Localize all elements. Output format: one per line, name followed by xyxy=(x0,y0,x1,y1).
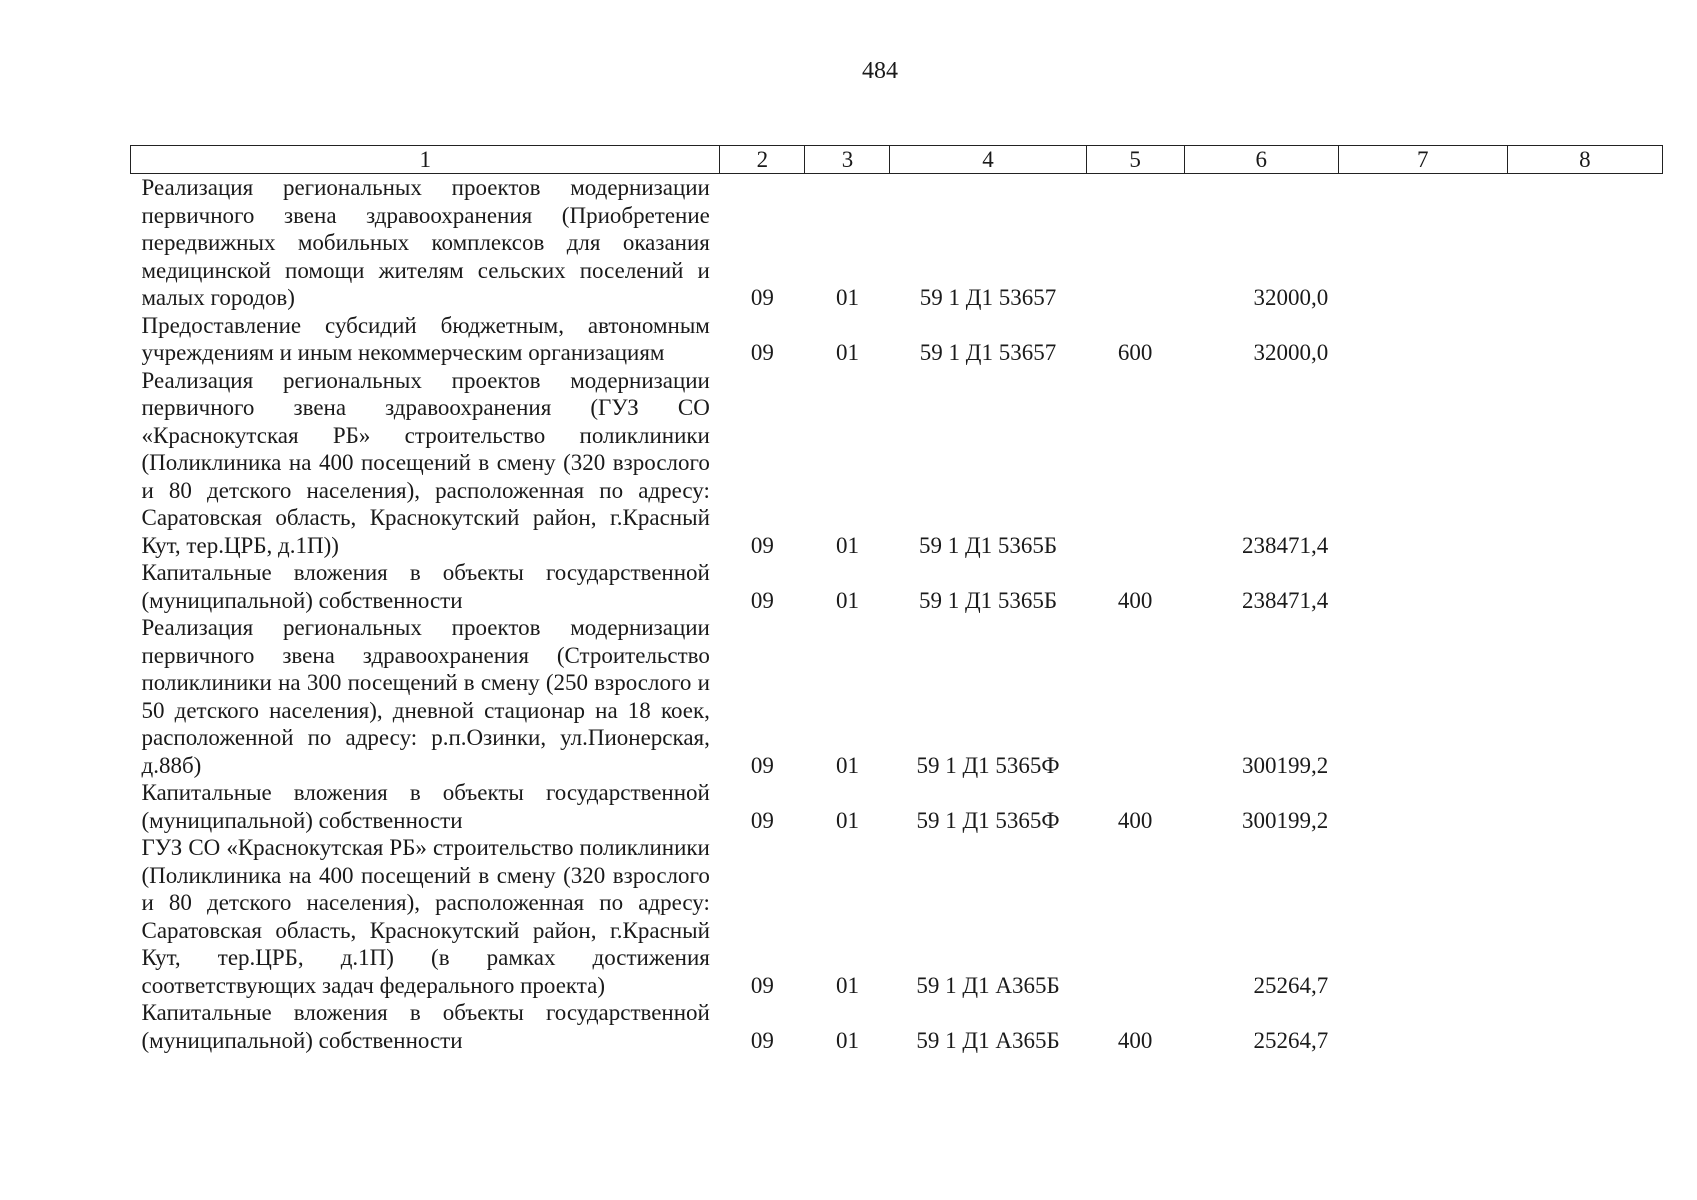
table-row xyxy=(131,779,1663,834)
subsection-code: 01 xyxy=(835,532,859,558)
table-row xyxy=(131,559,1663,614)
row-name: Реализация региональных проектов модернизации первичного звена здравоохранения (Приобретение передвижных мобильных комплексов для оказания медицинской помощи жителям сельских поселений и малых городов) xyxy=(141,175,710,310)
amount-col8 xyxy=(1507,779,1662,834)
expense-type-code: 400 xyxy=(1117,1027,1153,1053)
section-code: 09 xyxy=(750,285,774,310)
row-name: Капитальные вложения в объекты государственной (муниципальной) собственности xyxy=(141,1000,710,1053)
target-article-code: 59 1 Д1 53657 xyxy=(919,285,1057,310)
amount-col7 xyxy=(1338,312,1507,367)
amount: 25264,7 xyxy=(1253,1027,1329,1053)
page-number: 484 xyxy=(862,58,898,84)
table-row xyxy=(131,367,1663,560)
header-cell-1: 1 xyxy=(131,146,720,174)
amount-col7 xyxy=(1338,614,1507,779)
target-article-code: 59 1 Д1 А365Б xyxy=(916,972,1060,998)
target-article-code: 59 1 Д1 5365Ф xyxy=(916,752,1060,778)
section-code: 09 xyxy=(750,1027,774,1053)
table-row xyxy=(131,834,1663,999)
table-row xyxy=(131,614,1663,779)
table-body xyxy=(131,174,1663,1055)
subsection-code: 01 xyxy=(835,340,859,365)
subsection-code: 01 xyxy=(835,285,859,310)
budget-table xyxy=(130,145,1663,1054)
expense-type-code xyxy=(1086,174,1184,312)
target-article-code: 59 1 Д1 5365Б xyxy=(918,587,1058,613)
amount-col8 xyxy=(1507,174,1662,312)
amount: 32000,0 xyxy=(1253,340,1329,365)
expense-type-code xyxy=(1086,834,1184,999)
amount-col8 xyxy=(1507,999,1662,1054)
amount-col7 xyxy=(1338,559,1507,614)
section-code: 09 xyxy=(750,972,774,998)
row-name: ГУЗ СО «Краснокутская РБ» строительство поликлиники (Поликлиника на 400 посещений в смену (320 взрослого и 80 детского населения), расположенная по адресу: Саратовская область, Краснокутский район, г.Красный Кут, тер.ЦРБ, д.1П) (в рамках достижения соответствующих задач федерального проекта) xyxy=(141,835,710,998)
section-code: 09 xyxy=(750,807,774,833)
table-row xyxy=(131,999,1663,1054)
header-cell-3: 3 xyxy=(805,146,890,174)
header-cell-4: 4 xyxy=(890,146,1086,174)
amount-col7 xyxy=(1338,174,1507,312)
header-row xyxy=(131,146,1663,174)
expense-type-code xyxy=(1086,614,1184,779)
target-article-code: 59 1 Д1 А365Б xyxy=(916,1027,1060,1053)
subsection-code: 01 xyxy=(835,752,859,778)
subsection-code: 01 xyxy=(835,587,859,613)
target-article-code: 59 1 Д1 5365Ф xyxy=(916,807,1060,833)
section-code: 09 xyxy=(750,532,774,558)
amount: 25264,7 xyxy=(1253,972,1329,998)
table-row xyxy=(131,312,1663,367)
section-code: 09 xyxy=(750,587,774,613)
amount: 32000,0 xyxy=(1253,285,1329,310)
amount-col8 xyxy=(1507,614,1662,779)
table-row xyxy=(131,174,1663,312)
expense-type-code: 600 xyxy=(1117,340,1153,365)
target-article-code: 59 1 Д1 5365Б xyxy=(918,532,1058,558)
row-name: Реализация региональных проектов модернизации первичного звена здравоохранения (Строительство поликлиники на 300 посещений в смену (250 взрослого и 50 детского населения), дневной стационар на 18 коек, расположенной по адресу: р.п.Озинки, ул.Пионерская, д.88б) xyxy=(141,615,710,778)
subsection-code: 01 xyxy=(835,807,859,833)
row-name: Предоставление субсидий бюджетным, автономным учреждениям и иным некоммерческим организациям xyxy=(141,312,710,365)
target-article-code: 59 1 Д1 53657 xyxy=(919,340,1057,365)
amount: 238471,4 xyxy=(1242,587,1329,613)
section-code: 09 xyxy=(750,752,774,778)
amount-col8 xyxy=(1507,834,1662,999)
amount: 300199,2 xyxy=(1242,807,1329,833)
expense-type-code: 400 xyxy=(1117,807,1153,833)
section-code: 09 xyxy=(750,340,774,365)
amount-col7 xyxy=(1338,779,1507,834)
header-cell-2: 2 xyxy=(720,146,805,174)
expense-type-code xyxy=(1086,367,1184,560)
amount: 238471,4 xyxy=(1242,532,1329,558)
subsection-code: 01 xyxy=(835,972,859,998)
subsection-code: 01 xyxy=(835,1027,859,1053)
amount-col8 xyxy=(1507,559,1662,614)
header-cell-6: 6 xyxy=(1184,146,1338,174)
header-cell-7: 7 xyxy=(1338,146,1507,174)
header-cell-5: 5 xyxy=(1086,146,1184,174)
amount-col7 xyxy=(1338,834,1507,999)
amount-col8 xyxy=(1507,312,1662,367)
row-name: Капитальные вложения в объекты государственной (муниципальной) собственности xyxy=(141,560,710,613)
expense-type-code: 400 xyxy=(1117,587,1153,613)
amount-col7 xyxy=(1338,367,1507,560)
amount-col8 xyxy=(1507,367,1662,560)
amount-col7 xyxy=(1338,999,1507,1054)
header-cell-8: 8 xyxy=(1507,146,1662,174)
row-name: Реализация региональных проектов модернизации первичного звена здравоохранения (ГУЗ СО «Краснокутская РБ» строительство поликлиники (Поликлиника на 400 посещений в смену (320 взрослого и 80 детского населения), расположенная по адресу: Саратовская область, Краснокутский район, г.Красный Кут, тер.ЦРБ, д.1П)) xyxy=(141,367,710,558)
row-name: Капитальные вложения в объекты государственной (муниципальной) собственности xyxy=(141,780,710,833)
amount: 300199,2 xyxy=(1242,752,1329,778)
table-header xyxy=(131,146,1663,174)
